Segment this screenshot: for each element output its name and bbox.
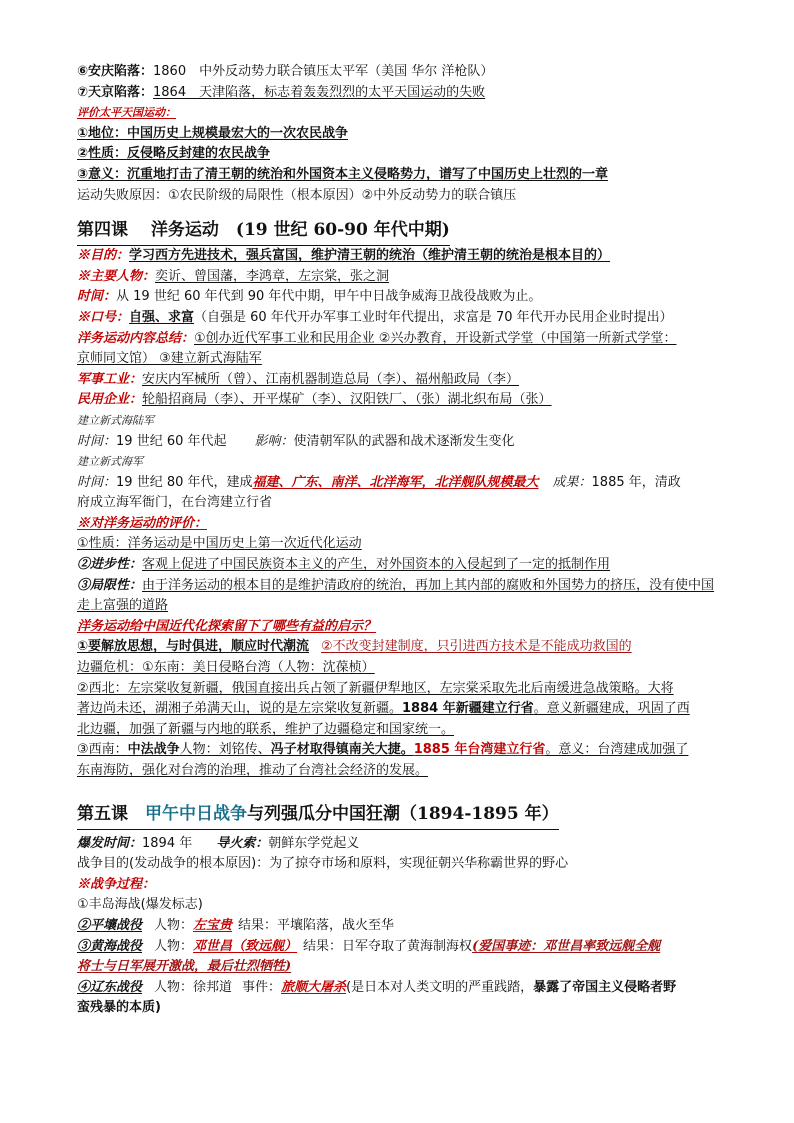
step-3-people: 人物： <box>154 938 194 954</box>
step-2-label: ②平壤战役 <box>77 917 143 933</box>
navy-result-2: 府成立海军衙门，在台湾建立行省 <box>77 495 273 511</box>
lesson5-title <box>77 800 721 830</box>
step-4-massacre: 旅顺大屠杀 <box>281 979 347 995</box>
northwest-1: ②西北：左宗棠收复新疆，俄国直接出兵占领了新疆伊犁地区，左宗棠采取先北后南缓进急战策略。大将 <box>77 680 674 696</box>
goal-label: ※目的： <box>77 248 130 264</box>
step-4-event: 事件： <box>242 979 282 995</box>
taiping-eval-1: ①地位：中国历史上规模最宏大的一次农民战争 <box>77 125 349 141</box>
northwest-2: 著边尚未还，湖湘子弟满天山，说的是左宗棠收复新疆。 <box>77 701 403 717</box>
people-line <box>77 267 721 288</box>
army-time: 19 世纪 60 年代起 <box>116 433 227 449</box>
military-line <box>77 370 721 391</box>
step-4-label: ④辽东战役 <box>77 979 143 995</box>
step-4-people: 人物：徐邦道 <box>154 979 233 995</box>
taiping-eval-2: ②性质：反侵略反封建的农民战争 <box>77 146 271 162</box>
southwest-label: ③西南： <box>77 742 128 758</box>
northwest-bold: 1884 年新疆建立行省 <box>402 701 534 717</box>
army-heading: 建立新式海陆军 <box>77 413 154 427</box>
northwest-2-line <box>77 699 721 720</box>
outbreak-year: 1894 年 <box>142 835 193 851</box>
summary-text-2: 京师同文馆） ③建立新式海陆军 <box>77 351 262 367</box>
navy-result-label: 成果： <box>552 474 592 490</box>
lesson5-title-b: 甲午中日战争 <box>145 803 247 824</box>
southwest-line <box>77 740 721 761</box>
anqing-text: 1860 中外反动势力联合镇压太平军（美国 华尔 洋枪队） <box>153 64 494 79</box>
fuse-label: 导火索： <box>216 835 269 851</box>
lesson5-title-a: 第五课 <box>77 803 145 824</box>
anqing-line <box>77 62 721 83</box>
step-3-line <box>77 937 721 958</box>
step-4-text: (是日本对人类文明的严重践踏， <box>346 979 534 995</box>
step-4-bold: 暴露了帝国主义侵略者野 <box>533 979 677 995</box>
insight-heading: 洋务运动给中国近代化探索留下了哪些有益的启示？ <box>77 618 377 634</box>
yangwu-eval-heading: ※对洋务运动的评价： <box>77 515 208 531</box>
taiping-eval-3: ③意义：沉重地打击了清王朝的统治和外国资本主义侵略势力，谱写了中国历史上壮烈的一章 <box>77 166 609 182</box>
people-text: 奕䜣、曾国藩，李鸿章，左宗棠，张之洞 <box>155 268 390 284</box>
document-page <box>77 62 721 1019</box>
navy-time: 19 世纪 80 年代，建成 <box>116 474 253 490</box>
insight-2: ②不改变封建制度，只引进西方技术是不能成功救国的 <box>321 639 632 655</box>
frontier-crisis: 边疆危机：①东南：美日侵略台湾（人物：沈葆桢） <box>77 660 375 676</box>
civil-line <box>77 390 721 411</box>
tianjing-text: 1864 天津陷落，标志着轰轰烈烈的太平天国运动的失败 <box>153 84 486 100</box>
military-text: 安庆内军械所（曾）、江南机器制造总局（李）、福州船政局（李） <box>142 371 520 387</box>
step-3-result: 结果：日军夺取了黄海制海权 <box>303 938 473 954</box>
insight-1: ①要解放思想，与时俱进，顺应时代潮流 <box>77 639 310 655</box>
southwest-d: 。意义：台湾建成加强了 <box>545 742 689 758</box>
yangwu-eval-1: ①性质：洋务运动是中国历史上第一次近代化运动 <box>77 536 362 552</box>
tianjing-label: ⑦天京陷落： <box>77 84 154 100</box>
navy-fleets: 福建、广东、南洋、北洋海军，北洋舰队规模最大 <box>252 474 539 490</box>
war-purpose: 战争目的(发动战争的根本原因)：为了掠夺市场和原料，实现征朝兴华称霸世界的野心 <box>77 856 569 872</box>
southwest-c: 1885 年台湾建立行省 <box>413 742 546 758</box>
step-2-line <box>77 916 721 937</box>
army-time-label: 时间： <box>77 433 117 449</box>
army-line <box>77 432 721 453</box>
taiping-failure: 运动失败原因：①农民阶级的局限性（根本原因）②中外反动势力的联合镇压 <box>77 187 517 203</box>
slogan-label: ※口号： <box>77 309 130 325</box>
step-3-name: 邓世昌（致远舰） <box>193 938 298 954</box>
people-label: ※主要人物： <box>77 268 156 284</box>
step-3-hero: (爱国事迹：邓世昌率致远舰全舰 <box>472 938 661 954</box>
outbreak-label: 爆发时间： <box>77 835 143 851</box>
yangwu-eval-2-line <box>77 555 721 576</box>
fuse-text: 朝鲜东学党起义 <box>268 835 360 851</box>
goal-line <box>77 246 721 267</box>
southwest-2: 东南海防，强化对台湾的治理，推动了台湾社会经济的发展。 <box>77 763 429 778</box>
step-1: ①丰岛海战(爆发标志) <box>77 897 203 913</box>
slogan-line <box>77 308 721 329</box>
yangwu-eval-3-line <box>77 576 721 617</box>
time-line <box>77 287 721 308</box>
step-4-bold-2: 蛮残暴的本质) <box>77 1000 161 1016</box>
navy-result: 1885 年，清政 <box>591 474 681 490</box>
northwest-3: 。意义新疆建成，巩固了西 <box>533 701 690 717</box>
civil-label: 民用企业： <box>77 392 143 408</box>
tianjing-line <box>77 83 721 104</box>
time-label: 时间： <box>77 289 117 305</box>
insight-line <box>77 637 721 658</box>
southwest-a: 人物：刘铭传、 <box>179 742 271 758</box>
lesson4-title <box>77 216 721 246</box>
summary-text: ①创办近代军事工业和民用企业 ②兴办教育，开设新式学堂（中国第一所新式学堂： <box>194 330 677 346</box>
step-2-result: 结果：平壤陷落，战火至华 <box>238 917 395 933</box>
step-2-name: 左宝贵 <box>193 917 233 933</box>
lesson5-title-wrap <box>77 800 559 830</box>
slogan-text: （自强是 60 年代开办军事工业时年代提出，求富是 70 年代开办民用企业时提出） <box>194 309 673 325</box>
army-effect-label: 影响： <box>254 433 294 449</box>
yangwu-eval-3: 由于洋务运动的根本目的是维护清政府的统治，再加上其内部的腐败和外国势力的挤压，没有使中国走上富强的道路 <box>77 577 715 614</box>
yangwu-eval-2-label: ②进步性： <box>77 557 143 573</box>
yangwu-eval-2: 客观上促进了中国民族资本主义的产生，对外国资本的入侵起到了一定的抵制作用 <box>142 557 611 573</box>
navy-line <box>77 473 721 494</box>
goal-text: 学习西方先进技术，强兵富国，维护清王朝的统治（维护清王朝的统治是根本目的） <box>129 248 611 264</box>
navy-time-label: 时间： <box>77 474 117 490</box>
step-3-label: ③黄海战役 <box>77 938 143 954</box>
northwest-4: 北边疆，加强了新疆与内地的联系，维护了边疆稳定和国家统一。 <box>77 721 455 737</box>
step-3-hero-2: 将士与日军展开激战，最后壮烈牺牲) <box>77 959 292 975</box>
yangwu-eval-3-label: ③局限性： <box>77 577 143 593</box>
outbreak-line <box>77 834 721 855</box>
anqing-label: ⑥安庆陷落： <box>77 64 154 79</box>
step-2-people: 人物： <box>154 917 194 933</box>
slogan-bold: 自强、求富 <box>129 309 195 325</box>
civil-text: 轮船招商局（李）、开平煤矿（李）、汉阳铁厂、（张）湖北织布局（张） <box>142 392 552 408</box>
step-4-line <box>77 978 721 999</box>
army-effect: 使清朝军队的武器和战术逐渐发生变化 <box>293 433 515 449</box>
lesson4-title-text: 第四课 洋务运动 (19 世纪 60-90 年代中期) <box>77 216 450 246</box>
southwest-b: 冯子材取得镇南关大捷。 <box>270 742 414 758</box>
summary-label: 洋务运动内容总结： <box>77 330 195 346</box>
military-label: 军事工业： <box>77 371 143 387</box>
summary-line <box>77 329 721 350</box>
process-heading: ※战争过程： <box>77 876 156 892</box>
navy-heading: 建立新式海军 <box>77 455 143 469</box>
southwest-bold: 中法战争 <box>127 742 180 758</box>
time-text: 从 19 世纪 60 年代到 90 年代中期，甲午中日战争威海卫战役战败为止。 <box>116 289 542 305</box>
taiping-eval-heading: 评价太平天国运动： <box>77 106 176 120</box>
lesson5-title-c: 与列强瓜分中国狂潮（1894-1895 年） <box>247 803 559 824</box>
